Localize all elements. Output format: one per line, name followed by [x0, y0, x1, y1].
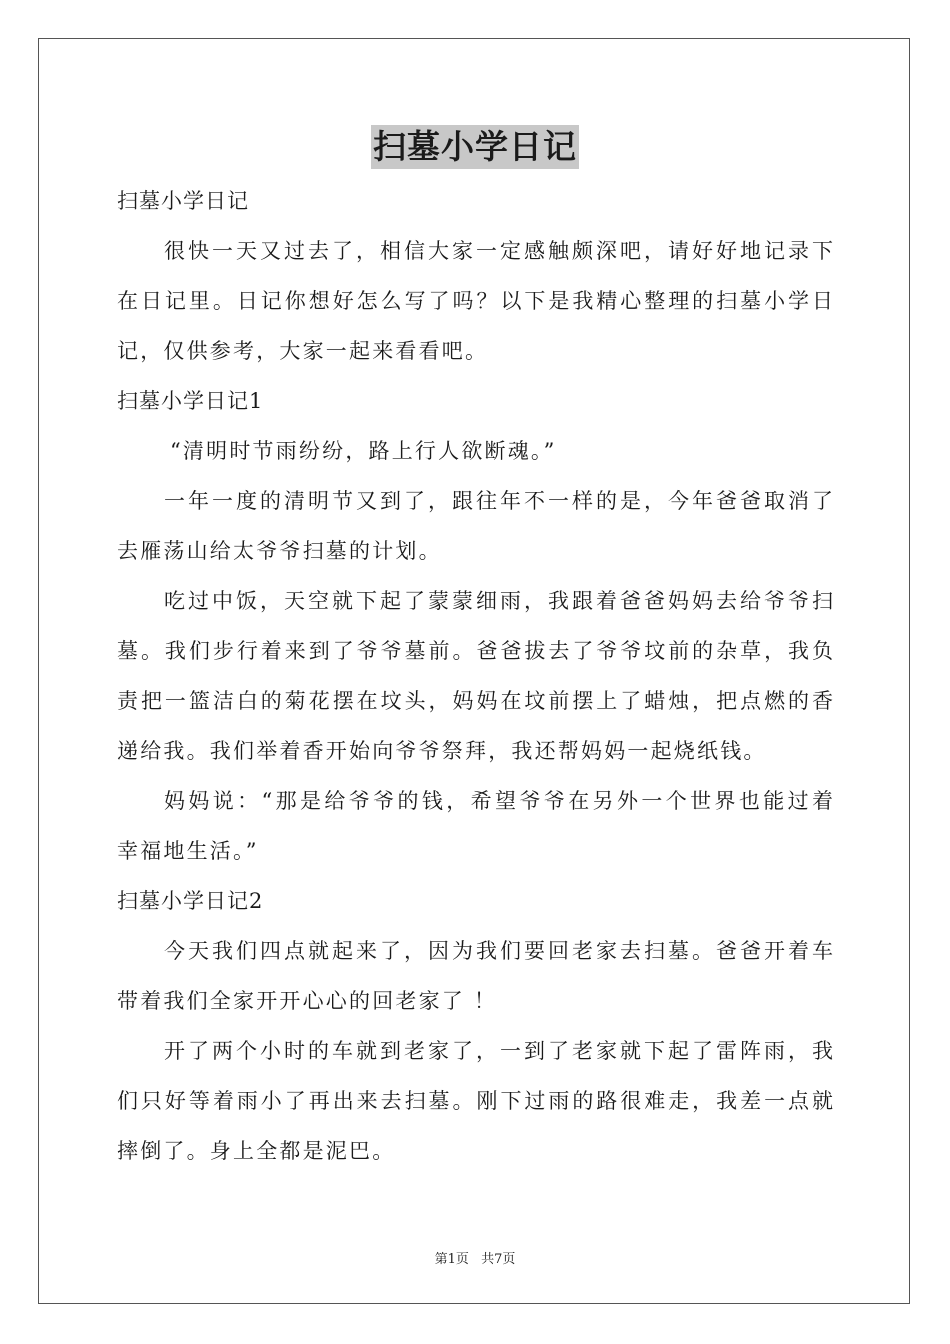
section-heading: 扫墓小学日记1 — [117, 389, 264, 413]
page-footer — [0, 1248, 950, 1267]
paragraph-line: 递给我。我们举着香开始向爷爷祭拜，我还帮妈妈一起烧纸钱。 — [117, 739, 767, 763]
section-heading: 扫墓小学日记2 — [117, 889, 264, 913]
paragraph-line: 墓。我们步行着来到了爷爷墓前。爸爸拔去了爷爷坟前的杂草，我负 — [117, 639, 833, 663]
paragraph-line: 很快一天又过去了，相信大家一定感触颇深吧，请好好地记录下 — [164, 239, 833, 263]
quote-line: “清明时节雨纷纷，路上行人欲断魂。” — [170, 439, 557, 463]
page-number: 第1页 — [434, 1252, 469, 1267]
paragraph-line: 记，仅供参考，大家一起来看看吧。 — [117, 339, 489, 363]
paragraph-line: 吃过中饭，天空就下起了蒙蒙细雨，我跟着爸爸妈妈去给爷爷扫 — [164, 589, 833, 613]
paragraph-line: 今天我们四点就起来了，因为我们要回老家去扫墓。爸爸开着车 — [164, 939, 833, 963]
document-title: 扫墓小学日记 — [371, 125, 579, 169]
paragraph-line: 幸福地生活。” — [117, 839, 259, 863]
paragraph-line: 摔倒了。身上全都是泥巴。 — [117, 1139, 396, 1163]
document-body — [117, 176, 833, 1176]
paragraph-line: 带着我们全家开开心心的回老家了 ！ — [117, 989, 498, 1013]
paragraph-line: 在日记里。日记你想好怎么写了吗？以下是我精心整理的扫墓小学日 — [117, 289, 833, 313]
paragraph-line: 责把一篮洁白的菊花摆在坟头，妈妈在坟前摆上了蜡烛，把点燃的香 — [117, 689, 833, 713]
title-container — [0, 125, 950, 169]
section-heading: 扫墓小学日记 — [117, 189, 249, 213]
paragraph-line: 去雁荡山给太爷爷扫墓的计划。 — [117, 539, 442, 563]
page-total: 共7页 — [481, 1252, 516, 1267]
paragraph-line: 们只好等着雨小了再出来去扫墓。刚下过雨的路很难走，我差一点就 — [117, 1089, 833, 1113]
paragraph-line: 开了两个小时的车就到老家了，一到了老家就下起了雷阵雨，我 — [164, 1039, 833, 1063]
paragraph-line: 妈妈说：“那是给爷爷的钱，希望爷爷在另外一个世界也能过着 — [164, 789, 833, 813]
paragraph-line: 一年一度的清明节又到了，跟往年不一样的是，今年爸爸取消了 — [164, 489, 833, 513]
